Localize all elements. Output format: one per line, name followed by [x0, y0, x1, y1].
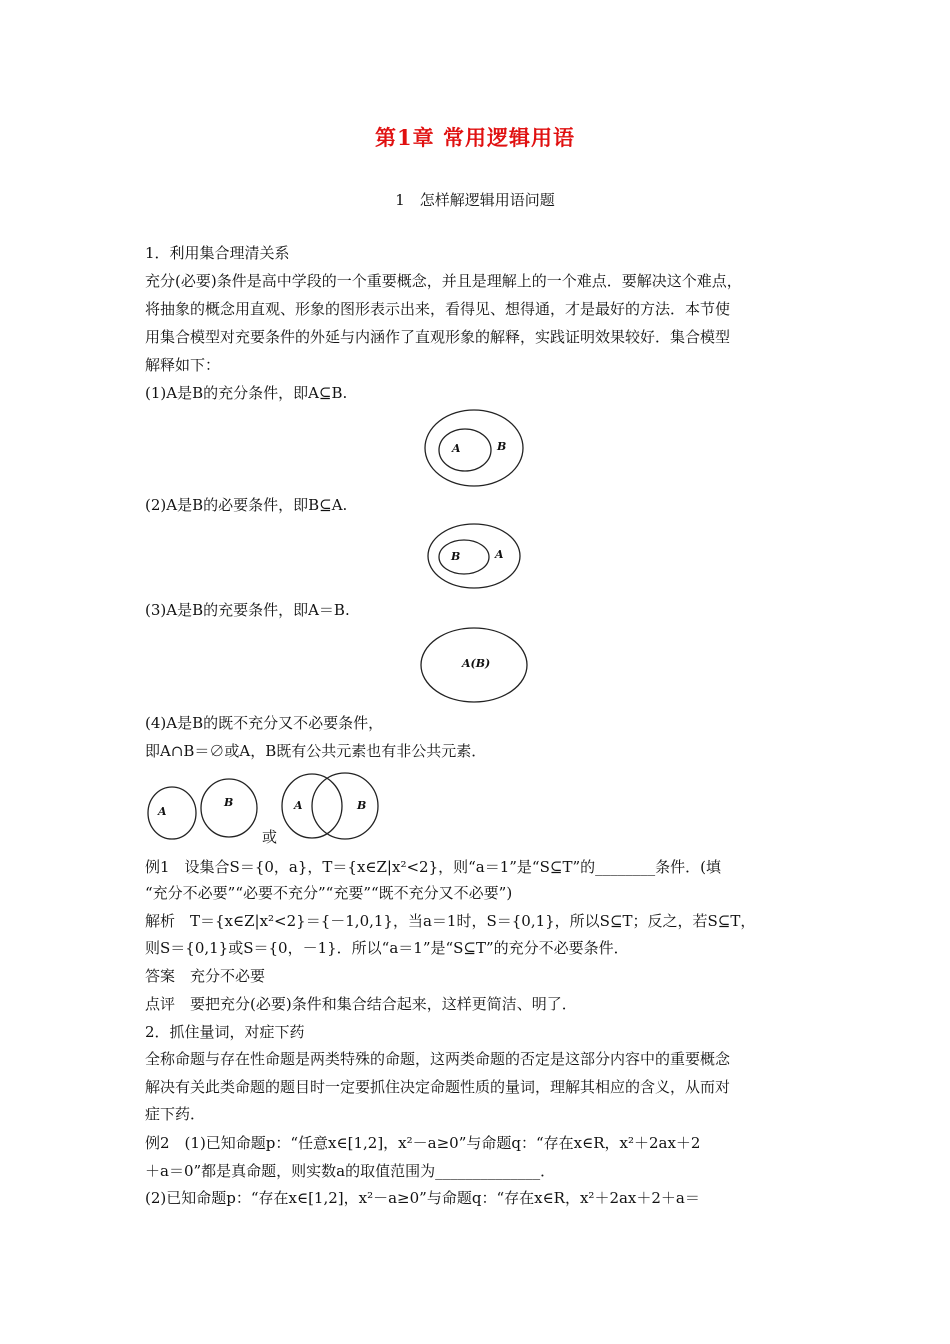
venn-4-label-a: A — [158, 805, 167, 818]
venn-1-label-outer: B — [497, 440, 507, 453]
venn-4-a — [148, 787, 196, 839]
paragraph-line: 症下药． — [145, 1105, 206, 1123]
venn-2-label-inner: B — [451, 550, 461, 563]
section-title: 1 怎样解逻辑用语问题 — [395, 191, 555, 209]
example-2: 例2 (1)已知命题p：“任意x∈[1,2]，x²－a≥0”与命题q：“存在x∈R，x²＋2ax＋2 — [145, 1134, 701, 1152]
venn-4-label-b: B — [224, 796, 234, 809]
analysis-line: 解析 T＝{x∈Z|x²<2}＝{－1,0,1}，当a＝1时，S＝{0,1}，所以S⊆T；反之，若S⊆T， — [145, 912, 756, 930]
analysis-line: 则S＝{0,1}或S＝{0，－1}．所以“a＝1”是“S⊆T”的充分不必要条件． — [145, 939, 629, 957]
venn-3-label: A(B) — [462, 657, 491, 670]
example-1: 例1 设集合S＝{0，a}，T＝{x∈Z|x²<2}，则“a＝1”是“S⊆T”的________条件．(填 — [145, 858, 721, 876]
comment-line: 点评 要把充分(必要)条件和集合结合起来，这样更简洁、明了． — [145, 995, 577, 1013]
venn-2-inner — [439, 540, 489, 574]
paragraph-line: 解释如下： — [145, 356, 221, 374]
paragraph-line: 全称命题与存在性命题是两类特殊的命题，这两类命题的否定是这部分内容中的重要概念 — [145, 1050, 731, 1068]
venn-2-label-outer: A — [495, 548, 504, 561]
venn-4-label-d: B — [357, 799, 367, 812]
item-2: (2)A是B的必要条件，即B⊆A. — [145, 496, 348, 514]
venn-2-outer — [428, 524, 520, 588]
venn-1-inner — [439, 429, 491, 471]
item-4-detail: 即A∩B＝∅或A，B既有公共元素也有非公共元素． — [145, 742, 487, 760]
item-4: (4)A是B的既不充分又不必要条件， — [145, 714, 384, 732]
venn-1-label-inner: A — [452, 442, 461, 455]
paragraph-line: 解决有关此类命题的题目时一定要抓住决定命题性质的量词，理解其相应的含义，从而对 — [145, 1078, 731, 1096]
item-1: (1)A是B的充分条件，即A⊆B. — [145, 384, 348, 402]
example-2-cont: ＋a＝0”都是真命题，则实数a的取值范围为______________． — [145, 1162, 556, 1180]
example-1-options: “充分不必要”“必要不充分”“充要”“既不充分又不必要”) — [145, 884, 513, 902]
answer-line: 答案 充分不必要 — [145, 967, 266, 985]
paragraph-line: 将抽象的概念用直观、形象的图形表示出来，看得见、想得通，才是最好的方法．本节使 — [145, 300, 731, 318]
example-2-part2: (2)已知命题p：“存在x∈[1,2]，x²－a≥0”与命题q：“存在x∈R，x²＋2ax＋2＋a＝ — [145, 1189, 700, 1207]
heading-2: 2．抓住量词，对症下药 — [145, 1023, 305, 1041]
venn-4-label-c: A — [294, 799, 303, 812]
chapter-title: 第1章 常用逻辑用语 — [375, 125, 575, 150]
paragraph-line: 充分(必要)条件是高中学段的一个重要概念，并且是理解上的一个难点．要解决这个难点， — [145, 272, 742, 290]
paragraph-line: 用集合模型对充要条件的外延与内涵作了直观形象的解释，实践证明效果较好．集合模型 — [145, 328, 731, 346]
or-label: 或 — [262, 828, 278, 846]
item-3: (3)A是B的充要条件，即A＝B. — [145, 601, 350, 619]
heading-1: 1．利用集合理清关系 — [145, 244, 290, 262]
venn-4-d — [312, 773, 378, 839]
